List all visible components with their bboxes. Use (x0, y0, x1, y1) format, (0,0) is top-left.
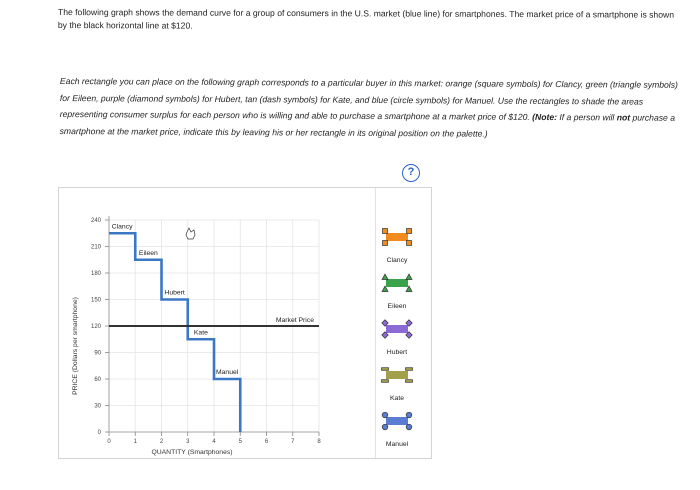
demand-step-label: Clancy (111, 223, 133, 231)
y-tick-label: 120 (90, 324, 101, 330)
y-tick-label: 60 (94, 377, 101, 383)
triangle-marker-icon[interactable] (406, 274, 412, 280)
circle-marker-icon[interactable] (382, 412, 388, 418)
circle-marker-icon[interactable] (382, 424, 388, 430)
demand-step-label: Eileen (138, 249, 158, 257)
help-icon[interactable]: ? (402, 164, 420, 182)
dash-marker-icon[interactable] (406, 368, 413, 371)
instructions-part2: If a person will (556, 112, 617, 123)
palette-divider (375, 188, 376, 458)
square-marker-icon[interactable] (383, 229, 388, 234)
palette-rect-manuel[interactable] (382, 412, 412, 430)
instructions-text (60, 73, 678, 143)
palette-swatch[interactable] (386, 233, 408, 241)
circle-marker-icon[interactable] (406, 412, 412, 418)
triangle-marker-icon[interactable] (382, 274, 388, 280)
x-tick-label: 6 (264, 439, 269, 445)
demand-step-label: Manuel (215, 369, 239, 376)
intro-text: The following graph shows the demand curve for a group of consumers in the U.S. market (blue line) for smartphones. The market price of a smartphone is shown by the black horizontal line at $120. (57, 6, 675, 31)
palette-swatch[interactable] (386, 417, 408, 425)
y-tick-label: 30 (94, 403, 101, 410)
dash-marker-icon[interactable] (406, 380, 413, 383)
square-marker-icon[interactable] (383, 241, 388, 246)
x-tick-label: 1 (133, 439, 137, 445)
palette-swatch[interactable] (386, 279, 408, 287)
palette-label: Clancy (386, 257, 408, 264)
dash-marker-icon[interactable] (382, 380, 389, 383)
palette-rect-kate[interactable] (382, 368, 413, 383)
x-tick-label: 0 (107, 439, 111, 445)
palette-swatch[interactable] (386, 325, 408, 333)
instructions-part1: Each rectangle you can place on the following graph corresponds to a particular buyer in this market: orange (square symbols) for Clancy, green (triangle symbols) for Eileen, purple (diamond symbols) for Hubert, tan (dash symbols) for Kate, and blue (circle symbols) for Manuel. Use the rectangles to shade the areas representing consumer surplus for each person who is willing and able to purchase a smartphone at a market price of $120. (59, 75, 678, 122)
y-tick-label: 210 (90, 244, 101, 251)
palette-swatch[interactable] (386, 371, 408, 379)
demand-curve (109, 233, 240, 432)
y-tick-label: 150 (90, 297, 101, 304)
y-tick-label: 90 (94, 350, 101, 357)
market-price-label: Market Price (275, 317, 314, 324)
x-tick-label: 2 (159, 439, 164, 445)
y-tick-label: 0 (97, 430, 101, 436)
demand-step-label: Kate (193, 329, 208, 337)
palette-label: Hubert (386, 349, 408, 356)
circle-marker-icon[interactable] (406, 424, 412, 430)
x-tick-label: 5 (238, 439, 242, 445)
x-tick-label: 4 (212, 439, 216, 445)
demand-step-label: Hubert (164, 289, 185, 297)
dash-marker-icon[interactable] (382, 368, 389, 371)
x-tick-label: 7 (291, 439, 295, 445)
square-marker-icon[interactable] (407, 241, 412, 246)
palette-label: Eileen (387, 303, 407, 310)
palette-label: Kate (390, 395, 404, 402)
palette-rect-eileen[interactable] (382, 274, 412, 292)
y-axis-label: PRICE (Dollars per smartphone) (72, 297, 79, 395)
x-tick-label: 8 (317, 439, 321, 445)
x-axis-label: QUANTITY (Smartphones) (151, 449, 233, 456)
palette-rect-clancy[interactable] (383, 229, 412, 246)
note-label: (Note: (532, 111, 558, 123)
palette-label: Manuel (385, 441, 409, 448)
x-tick-label: 3 (186, 439, 190, 445)
square-marker-icon[interactable] (407, 229, 412, 234)
graph-panel (58, 187, 432, 459)
not-word: not (616, 112, 631, 123)
instructions-part3: purchase a smartphone at the market price, indicate this by leaving his or her rectangle in its original position on the palette.) (59, 112, 676, 139)
y-tick-label: 240 (90, 218, 101, 224)
palette-rect-hubert[interactable] (382, 320, 412, 338)
y-tick-label: 180 (90, 271, 101, 277)
